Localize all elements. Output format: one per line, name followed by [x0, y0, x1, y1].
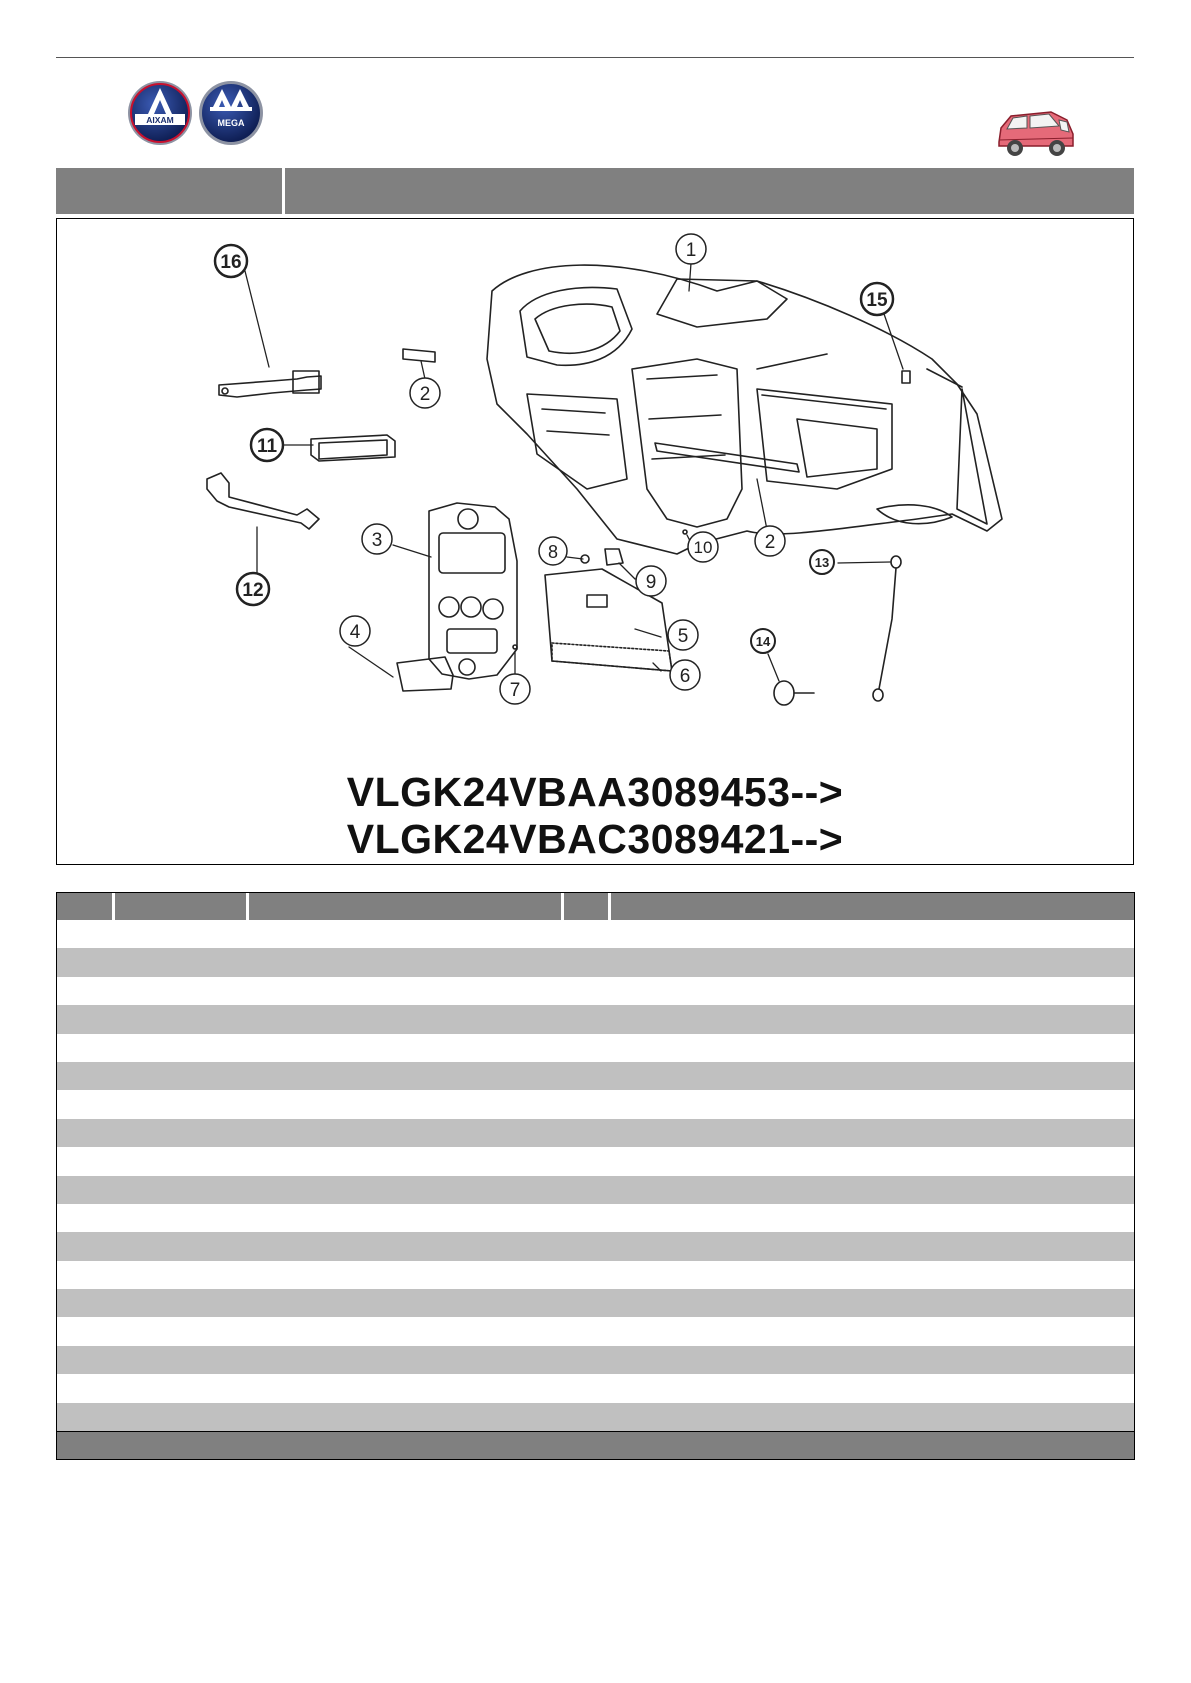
- header-col-part-number: [115, 893, 249, 920]
- callout-6: 6: [679, 666, 691, 687]
- part-7-screw: [513, 645, 517, 649]
- top-rule: [56, 57, 1134, 58]
- table-row: [57, 920, 1134, 948]
- header-col-ref: [57, 893, 115, 920]
- table-body: [57, 920, 1134, 1431]
- title-bar: [56, 168, 1134, 214]
- part-9-catch: [605, 549, 623, 565]
- part-16-strap: [219, 371, 321, 397]
- callout-16: 16: [220, 252, 242, 273]
- callout-9: 9: [645, 572, 657, 593]
- callout-13: 13: [814, 555, 830, 570]
- table-row: [57, 1062, 1134, 1090]
- callout-10: 10: [693, 538, 713, 557]
- header-col-qty: [564, 893, 611, 920]
- part-13-cable: [873, 556, 901, 701]
- vin-range-1: VLGK24VBAA3089453-->: [346, 769, 844, 815]
- callout-14: 14: [755, 634, 771, 649]
- callout-11: 11: [256, 436, 278, 457]
- table-row: [57, 1204, 1134, 1232]
- callout-8: 8: [547, 542, 559, 562]
- table-row: [57, 1147, 1134, 1175]
- part-2-strip: [403, 349, 435, 362]
- parts-table: [56, 892, 1135, 1460]
- callout-2a: 2: [419, 384, 431, 405]
- header-col-notes: [611, 893, 1134, 920]
- callout-2b: 2: [764, 532, 776, 553]
- callouts: [215, 234, 893, 704]
- table-row: [57, 1289, 1134, 1317]
- leader-lines: [245, 263, 903, 681]
- title-bar-divider: [282, 168, 285, 214]
- part-14-plug: [774, 681, 814, 705]
- callout-1: 1: [685, 240, 697, 261]
- dashboard-panel: [487, 265, 1002, 554]
- callout-15: 15: [866, 290, 888, 311]
- table-row: [57, 1346, 1134, 1374]
- mega-logo-text: MEGA: [217, 118, 245, 128]
- table-header: [57, 893, 1134, 920]
- table-row: [57, 1317, 1134, 1345]
- callout-5: 5: [677, 626, 689, 647]
- table-row: [57, 1261, 1134, 1289]
- part-10-pin: [683, 530, 687, 534]
- callout-7: 7: [509, 680, 521, 701]
- table-row: [57, 1034, 1134, 1062]
- vin-range-2: VLGK24VBAC3089421-->: [346, 816, 844, 862]
- red-van-icon: [993, 106, 1079, 160]
- table-row: [57, 948, 1134, 976]
- table-row: [57, 977, 1134, 1005]
- aixam-logo-text: AIXAM: [146, 115, 174, 125]
- callout-4: 4: [349, 622, 361, 643]
- dashboard-drawing: [57, 219, 1133, 864]
- table-footer: [57, 1431, 1134, 1459]
- header-col-description: [249, 893, 564, 920]
- part-12-bracket: [207, 473, 319, 529]
- table-row: [57, 1176, 1134, 1204]
- part-11-vent: [311, 435, 395, 461]
- callout-12: 12: [242, 580, 264, 601]
- callout-3: 3: [371, 530, 383, 551]
- exploded-diagram: [56, 218, 1134, 865]
- table-row: [57, 1090, 1134, 1118]
- table-row: [57, 1005, 1134, 1033]
- part-3-center-console: [429, 503, 517, 679]
- table-row: [57, 1119, 1134, 1147]
- table-row: [57, 1232, 1134, 1260]
- aixam-logo: [127, 80, 193, 146]
- part-15-clip: [902, 371, 910, 383]
- table-row: [57, 1403, 1134, 1431]
- mega-logo: [198, 80, 264, 146]
- table-row: [57, 1374, 1134, 1402]
